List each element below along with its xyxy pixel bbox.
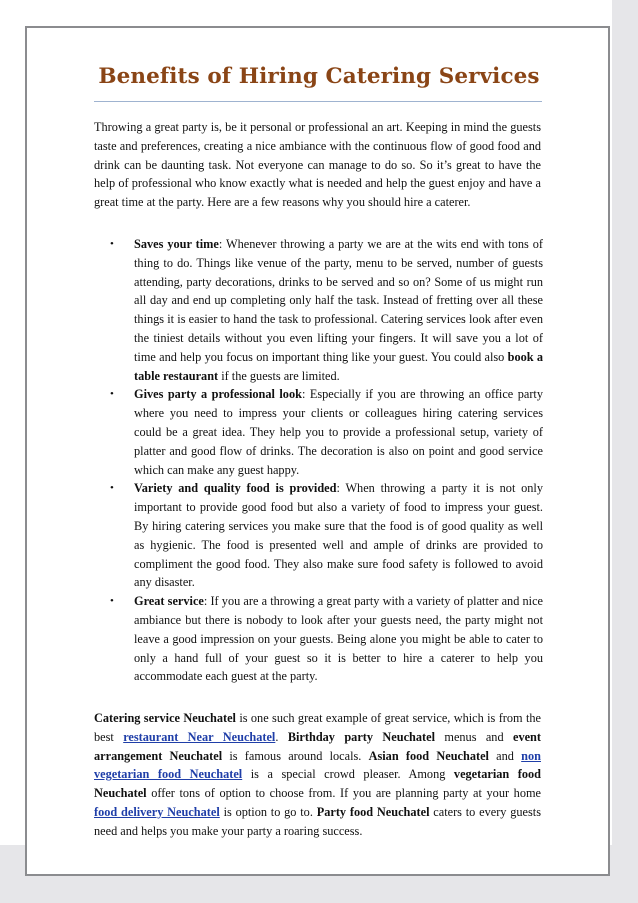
item-heading: Great service: [134, 594, 204, 609]
intro-paragraph: Throwing a great party is, be it personal or professional an art. Keeping in mind the guests taste and preferences, creating a nice ambiance with the continuous flow of good food and drink can be daunting task. Not everyone can manage to do so. So it’s great to have the help of professional who know exactly what is needed and help the guest enjoy and have a great time at the party. Here are a few reasons why you should hire a caterer.: [94, 120, 541, 210]
text-run: is one such great example of great service, which is from the best: [94, 711, 541, 744]
item-text-end: if the guests are limited.: [218, 368, 340, 383]
restaurant-link[interactable]: restaurant Near Neuchatel: [123, 729, 276, 744]
text-run: offer tons of option to choose from. If you are planning party at your home: [146, 786, 541, 801]
text-run: is a special crowd pleaser. Among: [242, 767, 454, 782]
text-run: caters to every guests need and helps you make your party a roaring success.: [94, 804, 541, 838]
viewer-background-right: [612, 0, 638, 845]
item-text: : Especially if you are throwing an office party where you need to impress your clients or colleagues hiring catering services could be a great idea. They help you to provide a professional setup, variety of platter and good flow of drinks. The decoration is also on point and good service which can make any guest happy.: [134, 387, 543, 477]
list-item: [94, 385, 543, 479]
bold-phrase: event arrangement Neuchatel: [94, 729, 541, 763]
benefits-list: [94, 235, 543, 686]
bold-phrase: Asian food Neuchatel: [368, 748, 489, 763]
bold-phrase: Party food Neuchatel: [316, 804, 430, 819]
non-veg-food-link[interactable]: non vegetarian food Neuchatel: [94, 748, 541, 782]
bullet-icon: •: [110, 388, 114, 401]
text-run: is option to go to.: [219, 804, 317, 819]
item-heading: Variety and quality food is provided: [134, 481, 337, 496]
closing-paragraph: [94, 709, 541, 841]
item-text: : If you are a throwing a great party with a variety of platter and nice ambiance but there is nobody to look after your guests need, the party might not leave a good impression on your guests. Being alone you might be able to cater to only a hand full of your guest so it is better to hire a caterer to help you accommodate each guest at the party.: [134, 594, 543, 684]
list-item: [94, 479, 543, 592]
bullet-icon: •: [110, 595, 114, 608]
text-run: is famous around locals.: [222, 748, 369, 763]
title-underline: [94, 101, 542, 102]
list-item: [94, 592, 543, 686]
bold-phrase: Birthday party Neuchatel: [287, 729, 435, 744]
item-text: : Whenever throwing a party we are at the wits end with tons of thing to do. Things like venue of the party, menu to be served, number of guests attending, party decorations, drinks to be served and so on? Some of us might run all day and end up completing only half the task. Instead of fretting over all these things it is easier to hand the task to professional. Catering services look after even the tiniest details without you even lifting your fingers. It will save you a lot of time and help you focus on important thing like your guest. You could also: [134, 237, 543, 364]
item-heading: Gives party a professional look: [134, 387, 302, 402]
item-heading: Saves your time: [134, 237, 219, 251]
item-text: : When throwing a party it is not only important to provide good food but also a variety of food to impress your guest. By hiring catering services you make sure that the food is of good quality as well as hygienic. The food is presented well and ample of drinks are provided to compliment the good food. They also make sure food safety is followed to avoid any disaster.: [134, 481, 543, 590]
bold-phrase: Catering service Neuchatel: [94, 711, 236, 725]
text-run: menus and: [435, 729, 513, 744]
text-run: and: [488, 748, 522, 763]
item-bold-phrase: book a table restaurant: [134, 349, 543, 383]
list-item: [94, 235, 543, 385]
text-run: .: [275, 729, 288, 744]
bullet-icon: •: [110, 238, 114, 250]
bullet-icon: •: [110, 482, 114, 495]
page-title: Benefits of Hiring Catering Services: [98, 64, 540, 89]
bold-phrase: vegetarian food Neuchatel: [94, 767, 542, 801]
food-delivery-link[interactable]: food delivery Neuchatel: [94, 804, 220, 819]
